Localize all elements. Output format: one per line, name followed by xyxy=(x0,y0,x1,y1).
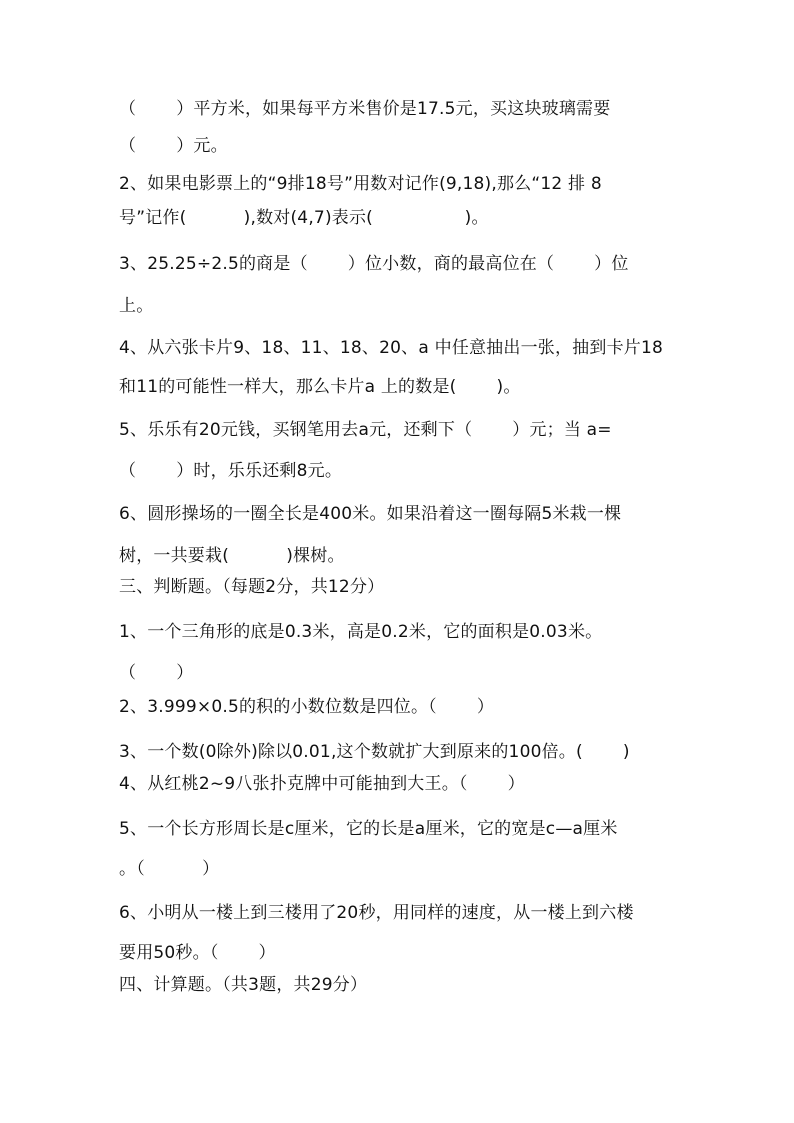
q3-1-line-1: 1、一个三角形的底是0.3米，高是0.2米，它的面积是0.03米。 xyxy=(119,622,603,642)
q2-1-line-3: （ ）元。 xyxy=(119,136,228,156)
q3-5-line-1: 5、一个长方形周长是c厘米，它的长是a厘米，它的宽是c—a厘米 xyxy=(119,819,618,839)
q2-3-line-2: 上。 xyxy=(119,296,154,316)
q3-5-line-2: 。（ ） xyxy=(119,859,220,879)
q2-1-line-2: （ ）平方米，如果每平方米售价是17.5元，买这块玻璃需要 xyxy=(119,99,611,119)
q3-1-line-2: （ ） xyxy=(119,663,194,683)
q3-4-line: 4、从红桃2~9八张扑克牌中可能抽到大王。（ ） xyxy=(119,774,525,794)
q2-5-line-2: （ ）时，乐乐还剩8元。 xyxy=(119,461,343,481)
q2-2-line-2: 号”记作( ),数对(4,7)表示( )。 xyxy=(119,208,489,228)
q2-5-line-1: 5、乐乐有20元钱，买钢笔用去a元，还剩下（ ）元；当 a= xyxy=(119,420,612,440)
q3-3-line: 3、一个数(0除外)除以0.01,这个数就扩大到原来的100倍。( ) xyxy=(119,742,630,762)
section-4-heading: 四、计算题。（共3题，共29分） xyxy=(119,975,368,995)
q3-2-line: 2、3.999×0.5的积的小数位数是四位。（ ） xyxy=(119,697,495,717)
q3-6-line-2: 要用50秒。（ ） xyxy=(119,943,276,963)
q2-4-line-2: 和11的可能性一样大，那么卡片a 上的数是( )。 xyxy=(119,377,521,397)
q3-6-line-1: 6、小明从一楼上到三楼用了20秒，用同样的速度，从一楼上到六楼 xyxy=(119,903,634,923)
q2-6-line-1: 6、圆形操场的一圈全长是400米。如果沿着这一圈每隔5米栽一棵 xyxy=(119,504,622,524)
q2-4-line-1: 4、从六张卡片9、18、11、18、20、a 中任意抽出一张，抽到卡片18 xyxy=(119,338,664,358)
q2-3-line-1: 3、25.25÷2.5的商是（ ）位小数，商的最高位在（ ）位 xyxy=(119,254,629,274)
q2-6-line-2: 树，一共要栽( )棵树。 xyxy=(119,546,345,566)
q2-2-line-1: 2、如果电影票上的“9排18号”用数对记作(9,18),那么“12 排 8 xyxy=(119,174,602,194)
section-3-heading: 三、判断题。（每题2分，共12分） xyxy=(119,577,385,597)
